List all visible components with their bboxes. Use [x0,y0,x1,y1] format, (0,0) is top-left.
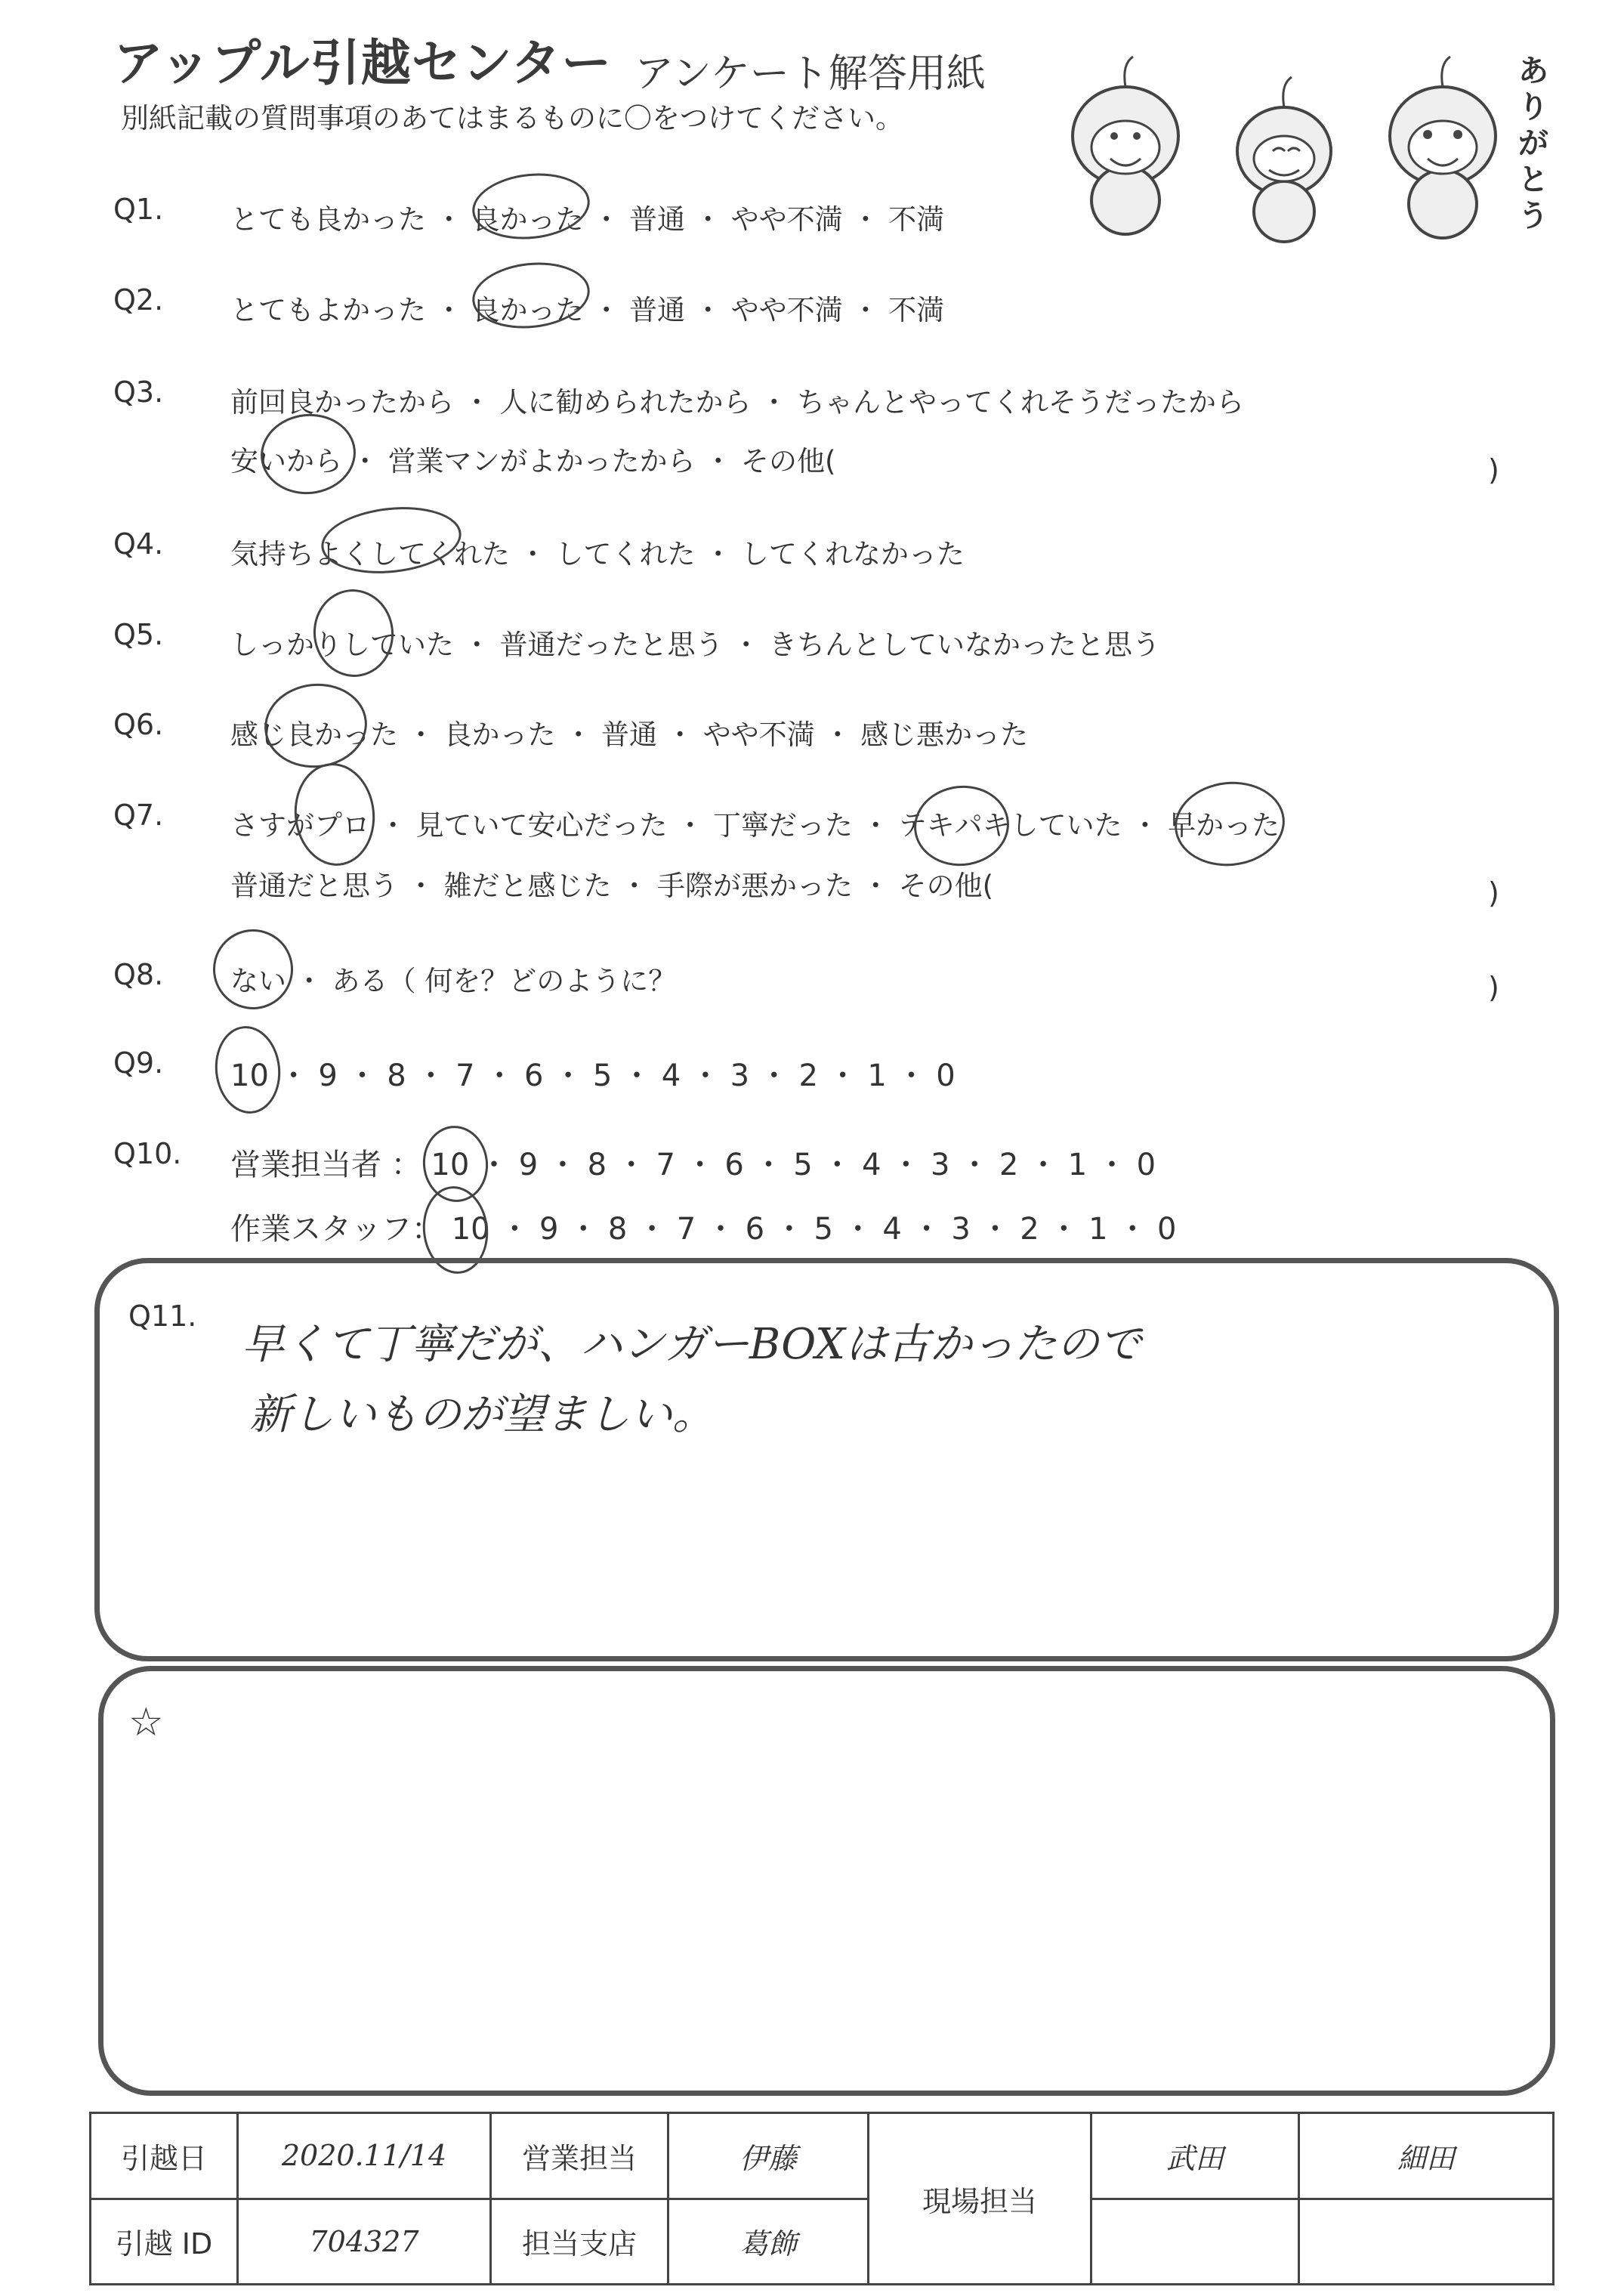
move-date-label: 引越日 [91,2113,238,2199]
move-id-label: 引越 ID [91,2199,238,2285]
site-staff-1-blank [1091,2199,1299,2285]
star-icon: ☆ [128,1700,164,1745]
survey-title: アップル引越センター [113,34,613,92]
q6-label: Q6. [113,708,164,741]
site-staff-2-blank [1299,2199,1554,2285]
site-staff-1: 武田 [1091,2113,1299,2199]
q7-label: Q7. [113,799,164,832]
mascot-thanks-text: ありがとう [1518,54,1548,233]
q11-label: Q11. [128,1299,197,1333]
q3-close-paren: ) [1488,453,1499,487]
q7-close-paren: ) [1488,876,1499,910]
mascot-illustration [1042,45,1541,249]
q7-options-line1: さすがプロ ・ 見ていて安心だった ・ 丁寧だった ・ テキパキしていた ・ 早かった [230,809,1280,842]
q10-sales-options: 営業担当者 ： 10 ・ 9 ・ 8 ・ 7 ・ 6 ・ 5 ・ 4 ・ 3 ・ 2 ・ 1 ・ 0 [230,1148,1156,1182]
survey-subtitle: アンケート解答用紙 [634,51,986,97]
q2-label: Q2. [113,283,164,317]
q8-label: Q8. [113,958,164,991]
q9-label: Q9. [113,1046,164,1080]
q7-selected-circle-hayakatta [1171,777,1289,872]
q10-label: Q10. [113,1137,182,1170]
move-id-value: 704327 [238,2199,491,2285]
q6-options: 感じ良かった ・ 良かった ・ 普通 ・ やや不満 ・ 感じ悪かった [230,718,1029,751]
star-comment-box [98,1666,1555,2096]
q7-selected-circle-pro [289,759,380,870]
q6-selected-circle [261,678,372,773]
instruction-text: 別紙記載の質問事項のあてはまるものに〇をつけてください。 [121,102,903,134]
q8-selected-circle [209,926,297,1013]
q7-selected-circle-tekipaki [910,781,1013,871]
q5-label: Q5. [113,618,164,651]
q3-selected-circle [257,409,360,499]
sales-label: 営業担当 [491,2113,668,2199]
q7-options-line2: 普通だと思う ・ 雑だと感じた ・ 手際が悪かった ・ その他( [230,870,994,902]
footer-info-table [89,2112,1555,2285]
sales-value: 伊藤 [668,2113,869,2199]
q8-close-paren: ) [1488,971,1499,1004]
q11-answer-line2: 新しいものが望ましい。 [249,1390,715,1439]
branch-value: 葛飾 [668,2199,869,2285]
q11-answer-line1: 早くて丁寧だが、ハンガーBOXは古かったので [242,1320,1141,1369]
q4-label: Q4. [113,527,164,561]
q4-options: 気持ちよくしてくれた ・ してくれた ・ してくれなかった [230,538,965,570]
q8-options: ない ・ ある（ 何を？どのように？ [230,965,677,997]
q5-selected-circle [309,586,398,681]
site-label: 現場担当 [869,2113,1091,2285]
q3-options-line1: 前回良かったから ・ 人に勧められたから ・ ちゃんとやってくれそうだったから [230,386,1245,419]
q10-staff-options: 作業スタッフ： 10 ・ 9 ・ 8 ・ 7 ・ 6 ・ 5 ・ 4 ・ 3 ・ 2 ・ 1 ・ 0 [230,1212,1177,1247]
branch-label: 担当支店 [491,2199,668,2285]
q1-options: とても良かった ・ 良かった ・ 普通 ・ やや不満 ・ 不満 [230,203,945,236]
move-date-value: 2020.11/14 [238,2113,491,2199]
site-staff-2: 細田 [1299,2113,1554,2199]
q9-selected-circle [211,1023,285,1117]
q3-label: Q3. [113,375,164,409]
q5-options: しっかりしていた ・ 普通だったと思う ・ きちんとしていなかったと思う [230,629,1161,661]
q2-options: とてもよかった ・ 良かった ・ 普通 ・ やや不満 ・ 不満 [230,294,945,326]
q3-options-line2: 安いから ・ 営業マンがよかったから ・ その他( [230,445,836,477]
q9-options: 10 ・ 9 ・ 8 ・ 7 ・ 6 ・ 5 ・ 4 ・ 3 ・ 2 ・ 1 ・ 0 [230,1058,956,1093]
q1-label: Q1. [113,193,164,226]
